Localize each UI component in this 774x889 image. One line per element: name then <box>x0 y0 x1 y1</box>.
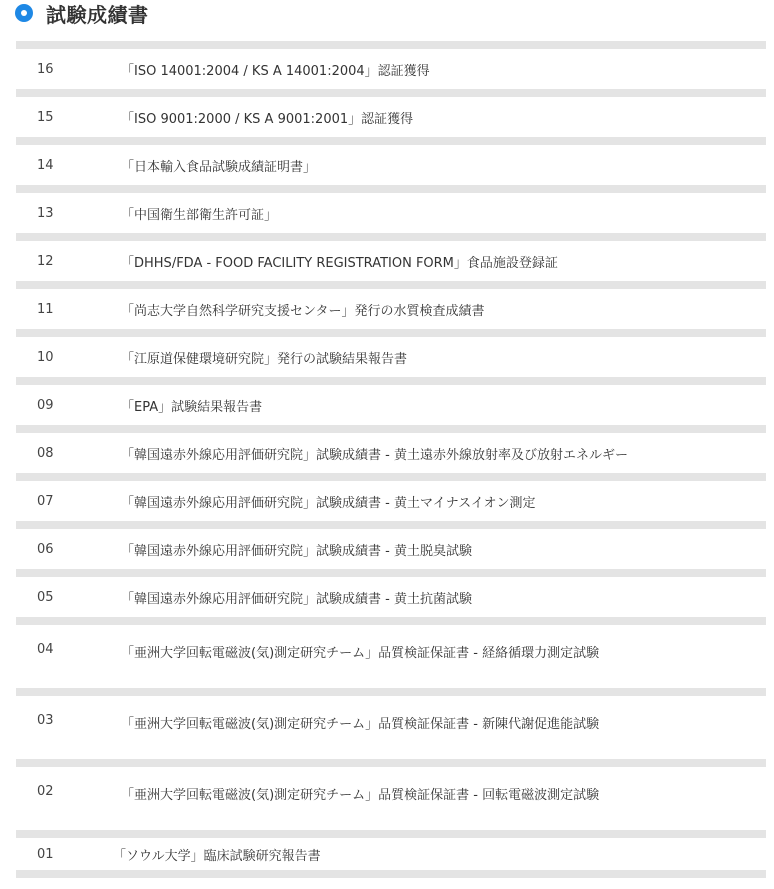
item-title: 「江原道保健環境研究院」発行の試験結果報告書 <box>121 351 408 367</box>
circle-bullet-icon <box>15 4 33 22</box>
item-number: 06 <box>37 541 54 557</box>
list-item[interactable] <box>16 89 766 137</box>
list-item[interactable] <box>16 830 766 878</box>
item-title: 「ISO 9001:2000 / KS A 9001:2001」認証獲得 <box>121 111 414 127</box>
item-number: 08 <box>37 445 54 461</box>
section-header <box>15 0 149 26</box>
list-item[interactable] <box>16 377 766 425</box>
item-title: 「韓国遠赤外線応用評価研究院」試験成績書 - 黄土抗菌試験 <box>121 591 472 607</box>
item-number: 10 <box>37 349 54 365</box>
item-title: 「日本輸入食品試験成績証明書」 <box>121 159 317 175</box>
item-number: 07 <box>37 493 54 509</box>
item-title: 「韓国遠赤外線応用評価研究院」試験成績書 - 黄土マイナスイオン測定 <box>121 495 536 511</box>
list-item[interactable] <box>16 41 766 89</box>
item-title: 「中国衛生部衛生許可証」 <box>121 207 278 223</box>
item-number: 14 <box>37 157 54 173</box>
item-number: 01 <box>37 846 54 862</box>
list-item[interactable] <box>16 688 766 759</box>
item-number: 13 <box>37 205 54 221</box>
item-title: 「ソウル大学」臨床試験研究報告書 <box>113 848 321 864</box>
item-number: 16 <box>37 61 54 77</box>
item-number: 05 <box>37 589 54 605</box>
item-number: 03 <box>37 713 54 728</box>
item-title: 「EPA」試験結果報告書 <box>121 399 263 415</box>
list-item[interactable] <box>16 281 766 329</box>
list-item[interactable] <box>16 185 766 233</box>
list-item[interactable] <box>16 521 766 569</box>
list-item[interactable] <box>16 569 766 617</box>
list-item[interactable] <box>16 617 766 688</box>
item-title: 「亜洲大学回転電磁波(気)測定研究チーム」品質検証保証書 - 新陳代謝促進能試験 <box>121 717 600 732</box>
item-number: 12 <box>37 253 54 269</box>
list-item[interactable] <box>16 137 766 185</box>
item-title: 「韓国遠赤外線応用評価研究院」試験成績書 - 黄土遠赤外線放射率及び放射エネルギー <box>121 447 628 463</box>
item-number: 11 <box>37 301 54 317</box>
item-title: 「ISO 14001:2004 / KS A 14001:2004」認証獲得 <box>121 63 430 79</box>
item-title: 「亜洲大学回転電磁波(気)測定研究チーム」品質検証保証書 - 経絡循環力測定試験 <box>121 646 600 661</box>
item-title: 「尚志大学自然科学研究支援センター」発行の水質検査成績書 <box>121 303 485 319</box>
list-item[interactable] <box>16 425 766 473</box>
list-item[interactable] <box>16 233 766 281</box>
list-item[interactable] <box>16 759 766 830</box>
list-item[interactable] <box>16 473 766 521</box>
item-title: 「亜洲大学回転電磁波(気)測定研究チーム」品質検証保証書 - 回転電磁波測定試験 <box>121 788 600 803</box>
item-title: 「韓国遠赤外線応用評価研究院」試験成績書 - 黄土脱臭試験 <box>121 543 472 559</box>
item-number: 02 <box>37 784 54 799</box>
page-title: 試験成績書 <box>46 2 149 27</box>
item-number: 04 <box>37 642 54 657</box>
item-number: 15 <box>37 109 54 125</box>
item-number: 09 <box>37 397 54 413</box>
item-title: 「DHHS/FDA - FOOD FACILITY REGISTRATION FORM」食品施設登録証 <box>121 255 558 271</box>
list-item[interactable] <box>16 329 766 377</box>
certificate-list <box>16 41 766 878</box>
